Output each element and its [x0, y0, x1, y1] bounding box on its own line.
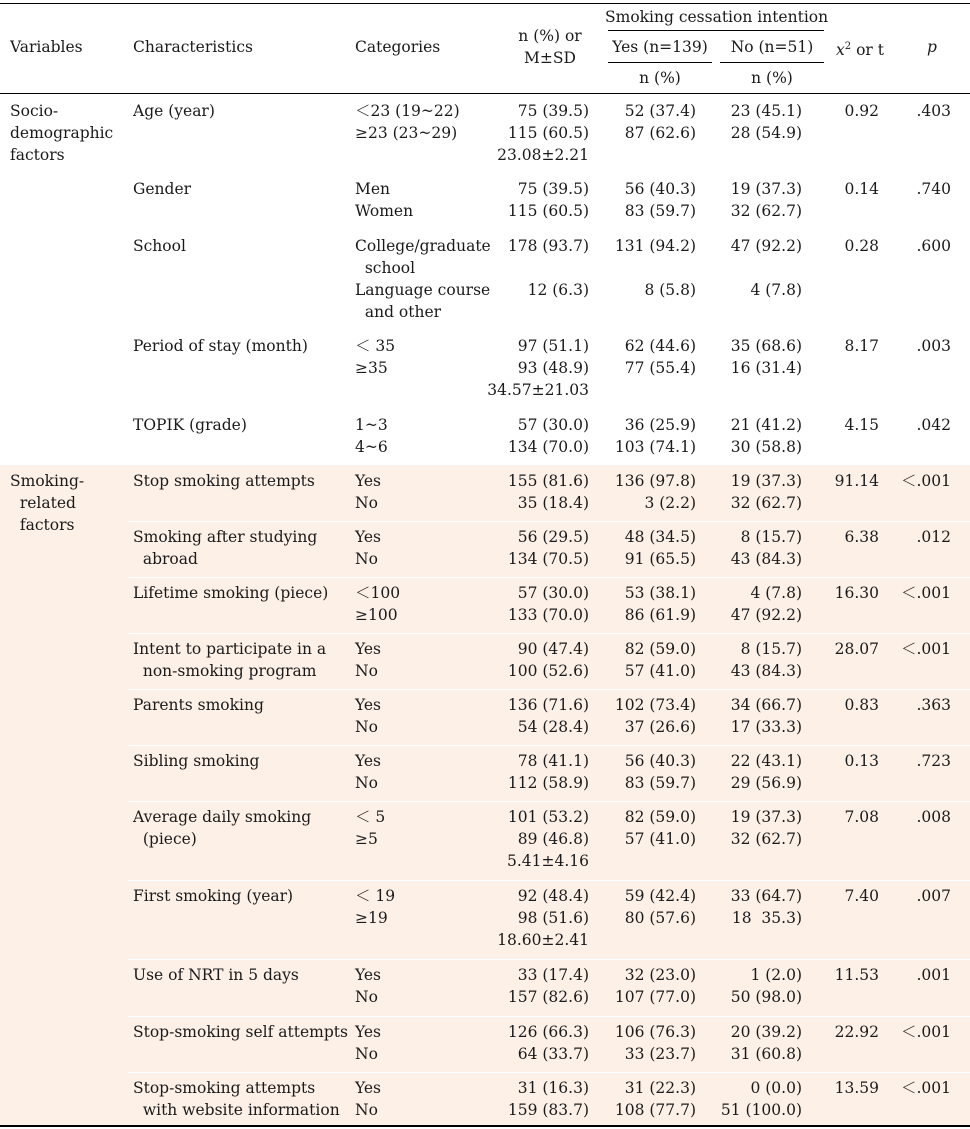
- no-rule: [720, 62, 824, 63]
- yes-cell: 131 (94.2): [614, 237, 696, 255]
- stat-cell: 4.15: [844, 416, 879, 434]
- header-no-unit: n (%): [751, 69, 793, 87]
- p-cell: .363: [916, 696, 951, 714]
- n-cell: 157 (82.6): [507, 988, 589, 1006]
- stat-cell: 6.38: [844, 528, 879, 546]
- n-cell: 155 (81.6): [507, 472, 589, 490]
- yes-cell: 77 (55.4): [624, 359, 696, 377]
- characteristic-cell: Lifetime smoking (piece): [133, 584, 329, 602]
- n-cell: 98 (51.6): [517, 909, 589, 927]
- p-cell: ＜.001: [900, 1079, 951, 1097]
- group-rule: [608, 30, 824, 31]
- header-group: Smoking cessation intention: [605, 8, 829, 26]
- no-cell: 8 (15.7): [740, 640, 802, 658]
- stat-cell: 22.92: [834, 1023, 879, 1041]
- yes-cell: 62 (44.6): [624, 337, 696, 355]
- no-cell: 43 (84.3): [730, 550, 802, 568]
- category-cell: No: [355, 774, 378, 792]
- category-cell: ≥19: [355, 909, 388, 927]
- no-cell: 47 (92.2): [730, 237, 802, 255]
- category-cell: No: [355, 1101, 378, 1119]
- header-categories: Categories: [355, 38, 441, 56]
- variable-label: factors: [10, 516, 75, 534]
- category-cell: No: [355, 494, 378, 512]
- n-cell: 100 (52.6): [507, 662, 589, 680]
- category-cell: ＜100: [355, 584, 401, 602]
- characteristic-cell: Use of NRT in 5 days: [133, 966, 299, 984]
- no-cell: 29 (56.9): [730, 774, 802, 792]
- p-cell: .003: [916, 337, 951, 355]
- variable-label: factors: [10, 146, 65, 164]
- n-cell: 64 (33.7): [517, 1045, 589, 1063]
- yes-cell: 56 (40.3): [624, 752, 696, 770]
- category-cell: ＜ 35: [355, 337, 396, 355]
- p-cell: .042: [916, 416, 951, 434]
- top-rule: [0, 3, 970, 4]
- no-cell: 16 (31.4): [730, 359, 802, 377]
- yes-cell: 57 (41.0): [624, 662, 696, 680]
- characteristic-cell: Period of stay (month): [133, 337, 308, 355]
- p-cell: .600: [916, 237, 951, 255]
- stat-cell: 0.83: [844, 696, 879, 714]
- row-separator: [128, 1072, 970, 1073]
- n-cell: 35 (18.4): [517, 494, 589, 512]
- yes-cell: 82 (59.0): [624, 808, 696, 826]
- header-n-line2: M±SD: [524, 49, 576, 67]
- p-cell: .007: [916, 887, 951, 905]
- row-separator: [128, 521, 970, 522]
- n-cell: 93 (48.9): [517, 359, 589, 377]
- yes-cell: 102 (73.4): [614, 696, 696, 714]
- header-p: p: [927, 38, 937, 56]
- characteristic-cell: abroad: [133, 550, 198, 568]
- stat-cell: 7.08: [844, 808, 879, 826]
- no-cell: 51 (100.0): [720, 1101, 802, 1119]
- n-cell: 136 (71.6): [507, 696, 589, 714]
- row-separator: [128, 1016, 970, 1017]
- n-cell: 178 (93.7): [507, 237, 589, 255]
- no-cell: 17 (33.3): [730, 718, 802, 736]
- stat-cell: 7.40: [844, 887, 879, 905]
- p-cell: .403: [916, 102, 951, 120]
- n-cell: 134 (70.5): [507, 550, 589, 568]
- yes-cell: 32 (23.0): [624, 966, 696, 984]
- no-cell: 35 (68.6): [730, 337, 802, 355]
- n-cell: 75 (39.5): [517, 180, 589, 198]
- yes-cell: 83 (59.7): [624, 202, 696, 220]
- stat-cell: 0.13: [844, 752, 879, 770]
- n-cell: 54 (28.4): [517, 718, 589, 736]
- yes-rule: [608, 62, 712, 63]
- characteristic-cell: Age (year): [133, 102, 215, 120]
- header-stat-sup: 2: [844, 41, 852, 52]
- characteristic-cell: Smoking after studying: [133, 528, 318, 546]
- no-cell: 4 (7.8): [750, 281, 802, 299]
- n-cell: 57 (30.0): [517, 416, 589, 434]
- n-cell: 78 (41.1): [517, 752, 589, 770]
- header-characteristics: Characteristics: [133, 38, 253, 56]
- yes-cell: 83 (59.7): [624, 774, 696, 792]
- row-separator: [128, 959, 970, 960]
- no-cell: 23 (45.1): [730, 102, 802, 120]
- no-cell: 0 (0.0): [750, 1079, 802, 1097]
- n-cell: 34.57±21.03: [487, 381, 589, 399]
- no-cell: 32 (62.7): [730, 202, 802, 220]
- characteristic-cell: First smoking (year): [133, 887, 294, 905]
- characteristic-cell: Stop-smoking self attempts: [133, 1023, 348, 1041]
- category-cell: Yes: [355, 966, 382, 984]
- header-n-line1: n (%) or: [518, 27, 582, 45]
- category-cell: ＜23 (19~22): [355, 102, 460, 120]
- n-cell: 101 (53.2): [507, 808, 589, 826]
- no-cell: 34 (66.7): [730, 696, 802, 714]
- category-cell: College/graduate: [355, 237, 491, 255]
- stat-cell: 28.07: [834, 640, 879, 658]
- category-cell: No: [355, 1045, 378, 1063]
- n-cell: 126 (66.3): [507, 1023, 589, 1041]
- yes-cell: 52 (37.4): [624, 102, 696, 120]
- variable-label: Socio-: [10, 102, 59, 120]
- header-stat-rest: or t: [851, 41, 884, 60]
- yes-cell: 48 (34.5): [624, 528, 696, 546]
- yes-cell: 36 (25.9): [624, 416, 696, 434]
- category-cell: Yes: [355, 1079, 382, 1097]
- bottom-rule: [0, 1125, 970, 1127]
- p-cell: .001: [916, 966, 951, 984]
- p-cell: ＜.001: [900, 584, 951, 602]
- n-cell: 33 (17.4): [517, 966, 589, 984]
- header-stat: [830, 36, 890, 61]
- no-cell: 19 (37.3): [730, 472, 802, 490]
- n-cell: 134 (70.0): [507, 438, 589, 456]
- header-stat-symbol: x: [836, 41, 845, 60]
- yes-cell: 91 (65.5): [624, 550, 696, 568]
- n-cell: 5.41±4.16: [506, 852, 589, 870]
- no-cell: 8 (15.7): [740, 528, 802, 546]
- no-cell: 32 (62.7): [730, 494, 802, 512]
- n-cell: 115 (60.5): [507, 202, 589, 220]
- category-cell: Men: [355, 180, 391, 198]
- p-cell: .008: [916, 808, 951, 826]
- category-cell: ＜ 5: [355, 808, 386, 826]
- p-cell: .012: [916, 528, 951, 546]
- yes-cell: 80 (57.6): [624, 909, 696, 927]
- yes-cell: 59 (42.4): [624, 887, 696, 905]
- category-cell: Language course: [355, 281, 491, 299]
- yes-cell: 108 (77.7): [614, 1101, 696, 1119]
- category-cell: Yes: [355, 472, 382, 490]
- category-cell: No: [355, 662, 378, 680]
- header-no: No (n=51): [730, 38, 814, 56]
- yes-cell: 3 (2.2): [644, 494, 696, 512]
- category-cell: 1~3: [355, 416, 388, 434]
- n-cell: 18.60±2.41: [497, 931, 589, 949]
- n-cell: 133 (70.0): [507, 606, 589, 624]
- n-cell: 75 (39.5): [517, 102, 589, 120]
- no-cell: 1 (2.0): [750, 966, 802, 984]
- header-yes: Yes (n=139): [612, 38, 708, 56]
- category-cell: Yes: [355, 752, 382, 770]
- no-cell: 50 (98.0): [730, 988, 802, 1006]
- stat-cell: 0.28: [844, 237, 879, 255]
- category-cell: No: [355, 718, 378, 736]
- n-cell: 89 (46.8): [517, 830, 589, 848]
- variable-label: related: [10, 494, 76, 512]
- n-cell: 97 (51.1): [517, 337, 589, 355]
- p-cell: .740: [916, 180, 951, 198]
- no-cell: 21 (41.2): [730, 416, 802, 434]
- variable-label: demographic: [10, 124, 114, 142]
- category-cell: Yes: [355, 640, 382, 658]
- no-cell: 22 (43.1): [730, 752, 802, 770]
- n-cell: 12 (6.3): [527, 281, 589, 299]
- no-cell: 20 (39.2): [730, 1023, 802, 1041]
- characteristic-cell: Parents smoking: [133, 696, 264, 714]
- header-yes-unit: n (%): [639, 69, 681, 87]
- no-cell: 18 35.3): [731, 909, 802, 927]
- stat-cell: 11.53: [834, 966, 879, 984]
- stat-cell: 91.14: [834, 472, 879, 490]
- category-cell: ≥35: [355, 359, 388, 377]
- category-cell: and other: [355, 303, 442, 321]
- no-cell: 43 (84.3): [730, 662, 802, 680]
- characteristic-cell: School: [133, 237, 186, 255]
- category-cell: ≥5: [355, 830, 378, 848]
- category-cell: ≥23 (23~29): [355, 124, 458, 142]
- characteristic-cell: with website information: [133, 1101, 340, 1119]
- category-cell: 4~6: [355, 438, 388, 456]
- yes-cell: 87 (62.6): [624, 124, 696, 142]
- no-cell: 28 (54.9): [730, 124, 802, 142]
- stat-cell: 0.14: [844, 180, 879, 198]
- no-cell: 4 (7.8): [750, 584, 802, 602]
- characteristic-cell: Stop-smoking attempts: [133, 1079, 316, 1097]
- characteristic-cell: (piece): [133, 830, 197, 848]
- row-separator: [128, 801, 970, 802]
- no-cell: 31 (60.8): [730, 1045, 802, 1063]
- n-cell: 23.08±2.21: [497, 146, 589, 164]
- no-cell: 32 (62.7): [730, 830, 802, 848]
- characteristic-cell: Gender: [133, 180, 192, 198]
- no-cell: 33 (64.7): [730, 887, 802, 905]
- category-cell: No: [355, 988, 378, 1006]
- no-cell: 19 (37.3): [730, 808, 802, 826]
- category-cell: Yes: [355, 528, 382, 546]
- yes-cell: 56 (40.3): [624, 180, 696, 198]
- n-cell: 56 (29.5): [517, 528, 589, 546]
- header-variables: Variables: [10, 38, 83, 56]
- characteristic-cell: Stop smoking attempts: [133, 472, 315, 490]
- row-separator: [128, 745, 970, 746]
- yes-cell: 8 (5.8): [644, 281, 696, 299]
- yes-cell: 103 (74.1): [614, 438, 696, 456]
- yes-cell: 136 (97.8): [614, 472, 696, 490]
- variable-label: Smoking-: [10, 472, 85, 490]
- no-cell: 47 (92.2): [730, 606, 802, 624]
- yes-cell: 33 (23.7): [624, 1045, 696, 1063]
- p-cell: ＜.001: [900, 640, 951, 658]
- p-cell: ＜.001: [900, 472, 951, 490]
- yes-cell: 53 (38.1): [624, 584, 696, 602]
- category-cell: school: [355, 259, 416, 277]
- characteristic-cell: non-smoking program: [133, 662, 317, 680]
- characteristic-cell: Sibling smoking: [133, 752, 260, 770]
- p-cell: .723: [916, 752, 951, 770]
- row-separator: [128, 689, 970, 690]
- category-cell: ＜ 19: [355, 887, 396, 905]
- n-cell: 90 (47.4): [517, 640, 589, 658]
- yes-cell: 37 (26.6): [624, 718, 696, 736]
- stat-cell: 8.17: [844, 337, 879, 355]
- no-cell: 30 (58.8): [730, 438, 802, 456]
- n-cell: 57 (30.0): [517, 584, 589, 602]
- yes-cell: 86 (61.9): [624, 606, 696, 624]
- n-cell: 115 (60.5): [507, 124, 589, 142]
- category-cell: Women: [355, 202, 414, 220]
- category-cell: Yes: [355, 1023, 382, 1041]
- stat-cell: 13.59: [834, 1079, 879, 1097]
- n-cell: 112 (58.9): [507, 774, 589, 792]
- n-cell: 31 (16.3): [517, 1079, 589, 1097]
- yes-cell: 82 (59.0): [624, 640, 696, 658]
- category-cell: No: [355, 550, 378, 568]
- n-cell: 159 (83.7): [507, 1101, 589, 1119]
- yes-cell: 106 (76.3): [614, 1023, 696, 1041]
- row-separator: [128, 577, 970, 578]
- p-cell: ＜.001: [900, 1023, 951, 1041]
- no-cell: 19 (37.3): [730, 180, 802, 198]
- category-cell: Yes: [355, 696, 382, 714]
- characteristic-cell: TOPIK (grade): [133, 416, 247, 434]
- category-cell: ≥100: [355, 606, 398, 624]
- stat-cell: 16.30: [834, 584, 879, 602]
- characteristic-cell: Average daily smoking: [133, 808, 312, 826]
- yes-cell: 107 (77.0): [614, 988, 696, 1006]
- row-separator: [128, 633, 970, 634]
- n-cell: 92 (48.4): [517, 887, 589, 905]
- row-separator: [128, 880, 970, 881]
- characteristic-cell: Intent to participate in a: [133, 640, 327, 658]
- stat-cell: 0.92: [844, 102, 879, 120]
- yes-cell: 57 (41.0): [624, 830, 696, 848]
- yes-cell: 31 (22.3): [624, 1079, 696, 1097]
